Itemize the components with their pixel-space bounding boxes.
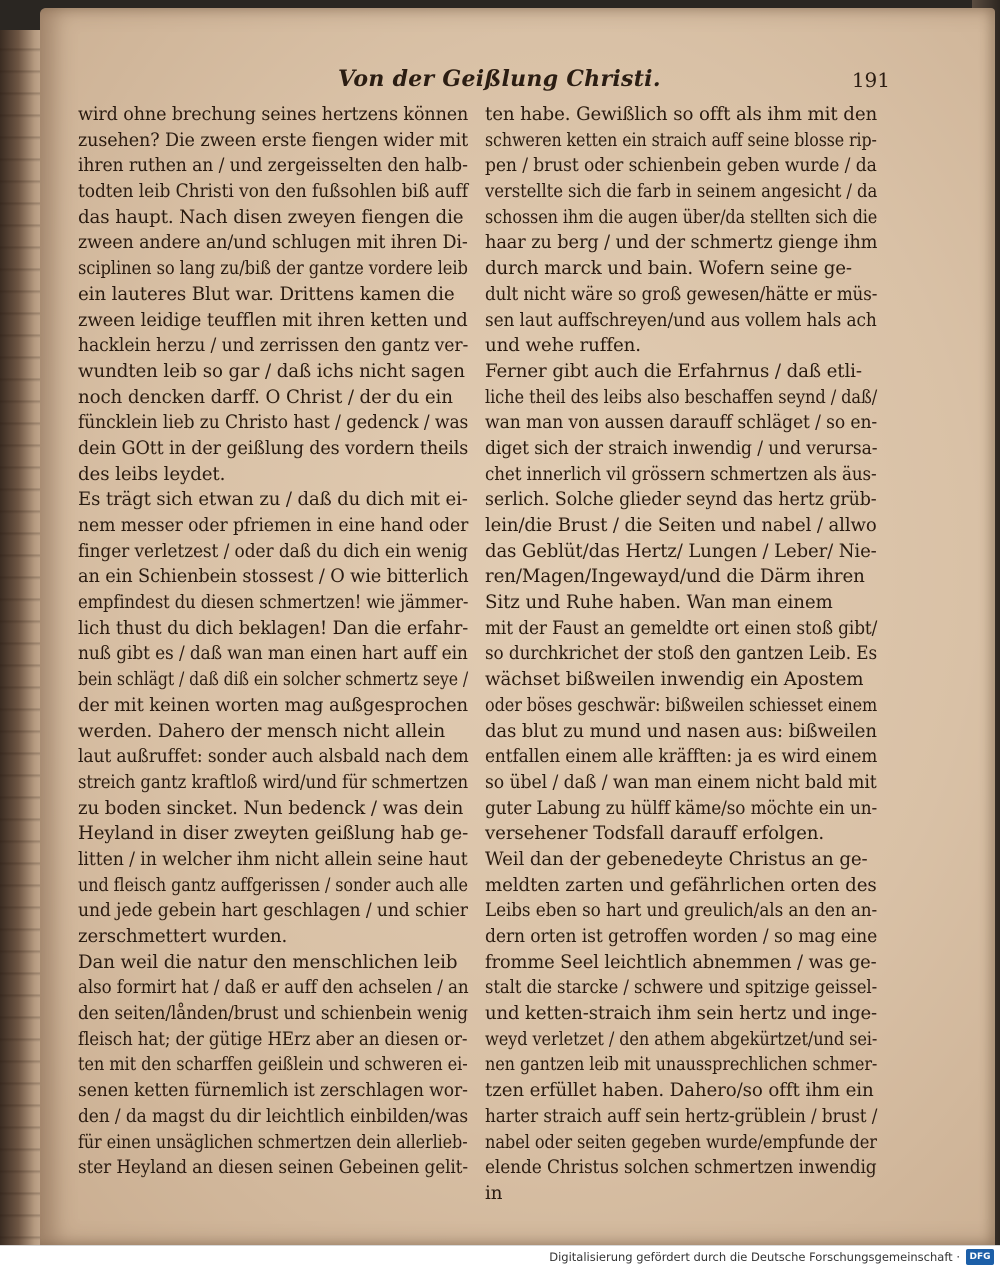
text-line: harter straich auff sein hertz-grüblein / brust / bbox=[485, 1105, 878, 1127]
text-line: und wehe ruffen. bbox=[485, 335, 641, 357]
text-line: füncklein lieb zu Christo hast / gedenck / was bbox=[78, 412, 469, 434]
text-line: sciplinen so lang zu/biß der gantze vordere leib bbox=[78, 258, 468, 280]
text-line: ten mit den scharffen geißlein und schweren ei- bbox=[78, 1054, 468, 1076]
text-line: empfindest du diesen schmertzen! wie jämmer- bbox=[78, 592, 469, 614]
text-line: den seiten/lånden/brust und schienbein wenig bbox=[78, 1003, 468, 1025]
text-line: liche theil des leibs also beschaffen seynd / daß/ bbox=[485, 386, 878, 408]
text-line: todten leib Christi von den fußsohlen biß auff bbox=[78, 181, 468, 203]
text-line: verstellte sich die farb in seinem angesicht / da bbox=[485, 181, 878, 203]
text-line: zerschmettert wurden. bbox=[78, 926, 288, 947]
text-line: nem messer oder pfriemen in eine hand oder bbox=[78, 515, 469, 536]
text-line: laut außruffet: sonder auch alsbald nach dem bbox=[78, 746, 469, 768]
text-line: ihren ruthen an / und zergeisselten den halb- bbox=[78, 155, 468, 177]
text-line: senen ketten fürnemlich ist zerschlagen wor- bbox=[78, 1080, 468, 1102]
text-line: des leibs leydet. bbox=[78, 463, 226, 485]
text-line: durch marck und bain. Wofern seine ge- bbox=[485, 258, 852, 280]
text-line: Sitz und Ruhe haben. Wan man einem bbox=[485, 592, 833, 614]
text-line: ren/Magen/Ingewayd/und die Därm ihren bbox=[485, 566, 865, 588]
text-line: litten / in welcher ihm nicht allein seine haut bbox=[78, 848, 468, 870]
text-line: ten habe. Gewißlich so offt als ihm mit den bbox=[485, 104, 878, 125]
text-line: und ketten-straich ihm sein hertz und inge- bbox=[485, 1003, 878, 1025]
text-line: Ferner gibt auch die Erfahrnus / daß etli- bbox=[485, 360, 862, 382]
text-line: meldten zarten und gefährlichen orten des bbox=[485, 874, 877, 896]
text-line: fleisch hat; der gütige HErz aber an diesen or- bbox=[78, 1028, 468, 1050]
text-line: noch dencken darff. O Christ / der du ein bbox=[78, 386, 453, 408]
text-line: an ein Schienbein stossest / O wie bitterlich bbox=[78, 566, 469, 588]
text-line: nuß gibt es / daß wan man einen hart auff ein bbox=[78, 643, 468, 665]
text-line: mit der Faust an gemeldte ort einen stoß gibt/ bbox=[485, 617, 878, 639]
text-line: fromme Seel leichtlich abnemmen / was ge- bbox=[485, 951, 877, 973]
text-line: elende Christus solchen schmertzen inwendig bbox=[485, 1157, 877, 1179]
text-line: schossen ihm die augen über/da stellten sich die bbox=[485, 206, 878, 228]
funding-notice: Digitalisierung gefördert durch die Deutsche Forschungsgemeinschaft · bbox=[549, 1250, 960, 1264]
text-line: serlich. Solche glieder seynd das hertz grüb- bbox=[485, 489, 877, 511]
text-line: streich gantz kraftloß wird/und für schmertzen bbox=[78, 771, 469, 793]
text-line: Leibs eben so hart und greulich/als an den an- bbox=[485, 900, 878, 922]
text-line: finger verletzest / oder daß du dich ein wenig bbox=[78, 540, 468, 562]
text-line: dein GOtt in der geißlung des vordern theils bbox=[78, 437, 469, 459]
running-head bbox=[330, 66, 890, 100]
text-line: in bbox=[485, 1182, 503, 1204]
left-text-column bbox=[78, 102, 468, 1181]
text-line: sen laut auffschreyen/und aus vollem hals ach bbox=[485, 309, 877, 331]
text-line: bein schlägt / daß diß ein solcher schmertz seye / bbox=[78, 669, 469, 691]
text-line: versehener Todsfall darauff erfolgen. bbox=[485, 823, 825, 845]
text-line: zusehen? Die zween erste fiengen wider mit bbox=[78, 129, 469, 151]
text-line: und fleisch gantz auffgerissen / sonder auch alle bbox=[78, 874, 468, 896]
text-line: das Geblüt/das Hertz/ Lungen / Leber/ Nie- bbox=[485, 540, 877, 562]
text-line: wird ohne brechung seines hertzens können bbox=[78, 104, 469, 125]
text-line: das haupt. Nach disen zweyen fiengen die bbox=[78, 206, 464, 228]
text-line: wan man von aussen darauff schläget / so en- bbox=[485, 412, 878, 434]
text-line: oder böses geschwär: bißweilen schiesset einem bbox=[485, 694, 878, 716]
text-line: Weil dan der gebenedeyte Christus an ge- bbox=[485, 848, 868, 870]
text-line: pen / brust oder schienbein geben wurde / da bbox=[485, 155, 877, 177]
dfg-logo-icon: DFG bbox=[966, 1249, 994, 1265]
text-line: chet innerlich vil grössern schmertzen als äus- bbox=[485, 463, 877, 485]
text-line: Heyland in diser zweyten geißlung hab ge- bbox=[78, 823, 469, 845]
footer-bar bbox=[0, 1245, 1000, 1269]
text-line: so übel / daß / wan man einem nicht bald mit bbox=[485, 771, 877, 793]
text-line: wächset bißweilen inwendig ein Apostem bbox=[485, 669, 864, 691]
text-line: zween andere an/und schlugen mit ihren Di- bbox=[78, 232, 468, 254]
text-line: werden. Dahero der mensch nicht allein bbox=[78, 720, 446, 742]
text-line: und jede gebein hart geschlagen / und schier bbox=[78, 900, 468, 922]
text-line: lich thust du dich beklagen! Dan die erfahr- bbox=[78, 617, 469, 639]
running-title: Von der Geißlung Christi. bbox=[338, 66, 661, 92]
text-line: lein/die Brust / die Seiten und nabel / allwo bbox=[485, 515, 877, 536]
text-line: das blut zu mund und nasen aus: bißweilen bbox=[485, 720, 877, 742]
text-line: den / da magst du dir leichtlich einbilden/was bbox=[78, 1105, 469, 1127]
text-line: so durchkrichet der stoß den gantzen Leib. Es bbox=[485, 643, 878, 665]
text-line: zween leidige teufflen mit ihren ketten und bbox=[78, 309, 468, 331]
text-line: der mit keinen worten mag außgesprochen bbox=[78, 694, 468, 716]
text-line: stalt die starcke / schwere und spitzige geissel- bbox=[485, 977, 878, 999]
text-line: haar zu berg / und der schmertz gienge ihm bbox=[485, 232, 878, 254]
text-line: entfallen einem alle kräfften: ja es wird einem bbox=[485, 746, 878, 768]
text-line: Es trägt sich etwan zu / daß du dich mit ei- bbox=[78, 489, 468, 511]
text-line: ein lauteres Blut war. Drittens kamen die bbox=[78, 283, 455, 305]
text-line: diget sich der straich inwendig / und verursa- bbox=[485, 437, 878, 459]
text-line: guter Labung zu hülff käme/so möchte ein un- bbox=[485, 797, 878, 819]
text-line: dern orten ist getroffen worden / so mag eine bbox=[485, 926, 878, 947]
text-line: also formirt hat / daß er auff den achselen / an bbox=[78, 977, 469, 999]
text-line: hacklein herzu / und zerrissen den gantz ver- bbox=[78, 335, 469, 357]
text-line: nen gantzen leib mit unaussprechlichen schmer- bbox=[485, 1054, 878, 1076]
text-line: für einen unsäglichen schmertzen dein allerlieb- bbox=[78, 1131, 468, 1153]
text-line: tzen erfüllet haben. Dahero/so offt ihm ein bbox=[485, 1080, 874, 1102]
text-line: zu boden sincket. Nun bedenck / was dein bbox=[78, 797, 464, 819]
right-text-column bbox=[485, 102, 877, 1207]
text-line: nabel oder seiten gegeben wurde/empfunde der bbox=[485, 1131, 877, 1153]
text-line: weyd verletzet / den athem abgekürtzet/und sei- bbox=[485, 1028, 878, 1050]
text-line: ster Heyland an diesen seinen Gebeinen gelit- bbox=[78, 1157, 468, 1179]
text-line: Dan weil die natur den menschlichen leib bbox=[78, 951, 458, 973]
text-line: wundten leib so gar / daß ichs nicht sagen bbox=[78, 360, 465, 382]
page-number: 191 bbox=[851, 68, 890, 92]
text-line: schweren ketten ein straich auff seine blosse rip- bbox=[485, 129, 877, 151]
text-line: dult nicht wäre so groß gewesen/hätte er müs- bbox=[485, 283, 878, 305]
